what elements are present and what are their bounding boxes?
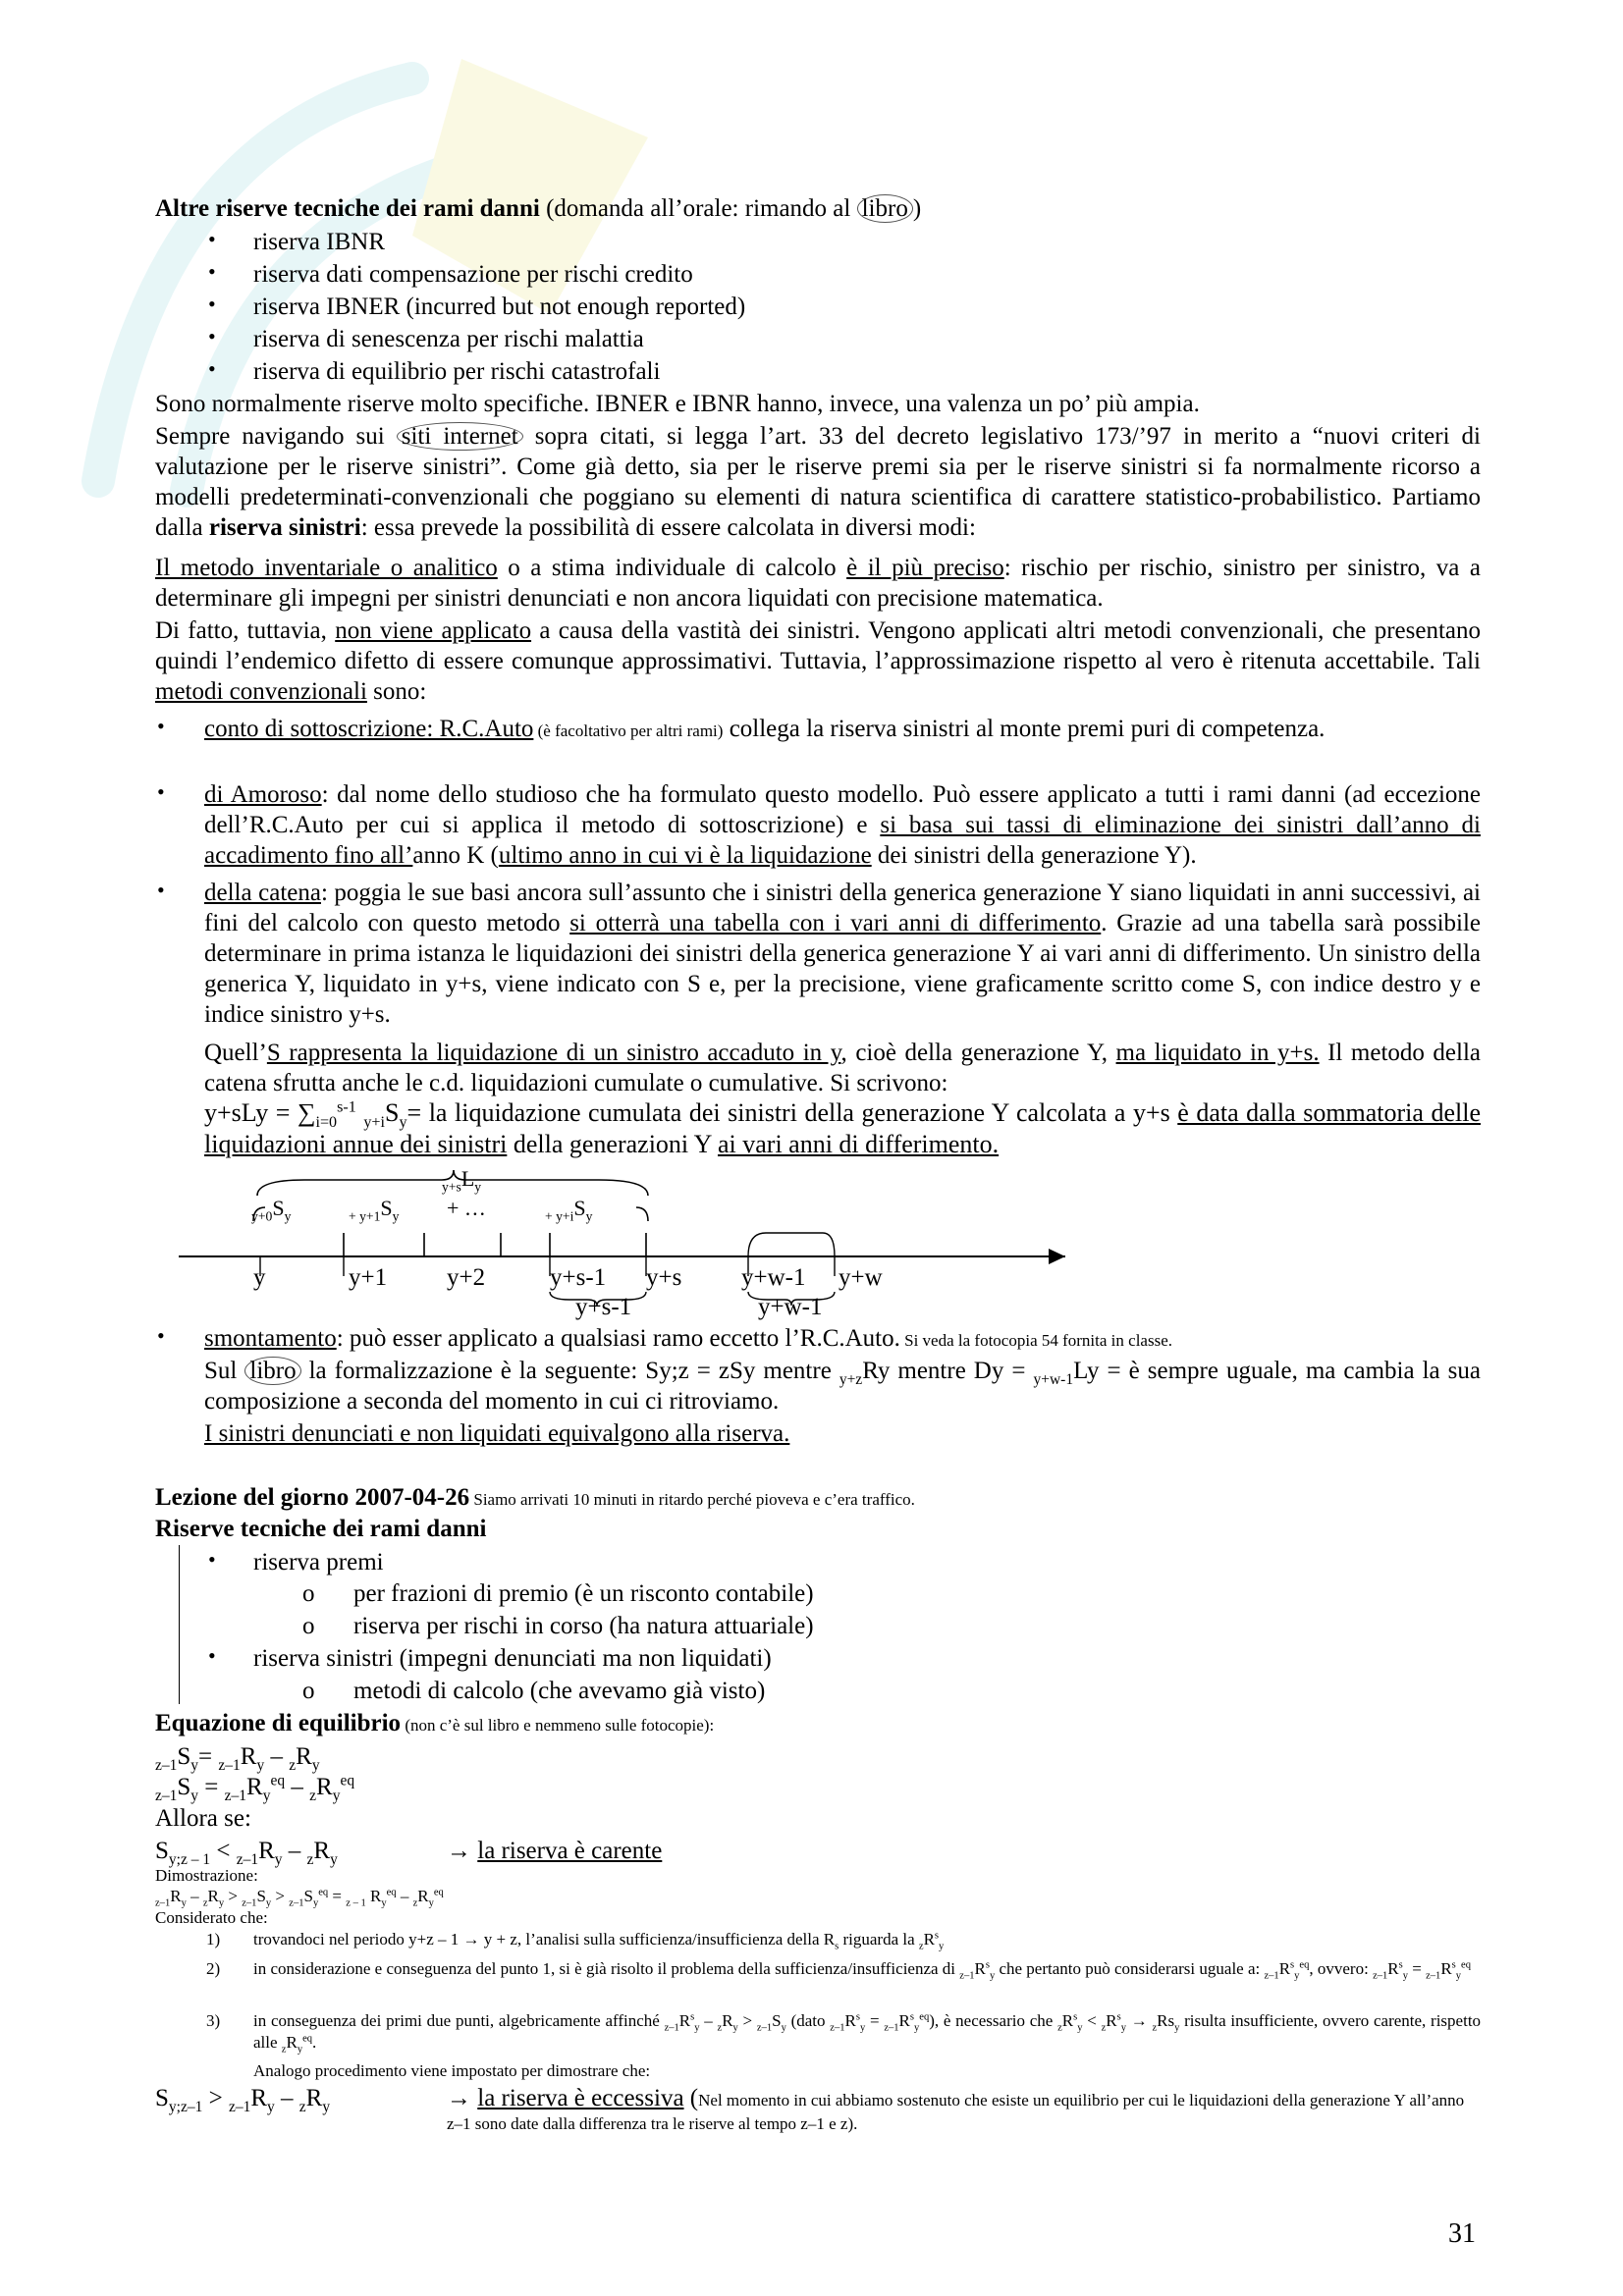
list-item: riserva di senescenza per rischi malattia xyxy=(253,326,644,352)
timeline-term: $_{+ y+i}S_y$ xyxy=(545,1196,593,1224)
paragraph: Allora se: xyxy=(155,1805,251,1832)
timeline-tick: y+s-1 xyxy=(550,1264,607,1291)
paragraph: Sempre navigando sui siti internet sopra citati, si legga l’art. 33 del decreto legislativo 173/’97 in merito a “nuovi criteri di valutazione per le riserve sinistri”. Come già detto, sia per le riserve premi sia per le riserve sinistri si fa normalmente ricorso a modelli predeterminati-convenzionali che poggiano su elementi di natura scientifica di carattere statistico-probabilistico. Partiamo dalla riserva sinistri: essa prevede la possibilità di essere calcolata in diversi modi: xyxy=(155,423,1481,541)
list-item: riserva IBNR xyxy=(253,229,385,255)
list-item: metodi di calcolo (che avevamo già visto) xyxy=(353,1678,766,1704)
timeline-tick: y+s xyxy=(646,1264,682,1291)
paragraph: Sul libro la formalizzazione è la seguente: Sy;z = zSy mentre $_{y+z}$Ry mentre Dy = $_{y+w-1}$Ly = è sempre uguale, ma cambia la sua composizione a seconda del momento in cui ci ritroviamo. xyxy=(204,1358,1481,1415)
paragraph: Di fatto, tuttavia, non viene applicato a causa della vastità dei sinistri. Vengono applicati altri metodi convenzionali, che presentano quindi l’endemico difetto di essere comunque approssimativi. Tuttavia, l’approssimazione rispetto al vero è ritenuta accettabile. Tali metodi convenzionali sono: xyxy=(155,617,1481,705)
list-item: riserva di equilibrio per rischi catastrofali xyxy=(253,358,661,385)
timeline-term: $_{+ y+1}S_y$ xyxy=(349,1196,400,1224)
method-conto-sottoscrizione: conto di sottoscrizione: R.C.Auto (è facoltativo per altri rami) collega la riserva sinistri al monte premi puri di competenza. xyxy=(204,716,1325,742)
paragraph: I sinistri denunciati e non liquidati equivalgono alla riserva. xyxy=(204,1420,790,1447)
lesson-heading-line: Lezione del giorno 2007-04-26 Siamo arrivati 10 minuti in ritardo perché pioveva e c’era traffico. xyxy=(155,1484,915,1511)
formula-cumulative: $y+sLy = \sum_{i=0}^{s-1}$ $_{y+i}S_y=$ la liquidazione cumulata dei sinistri della generazione Y calcolata a y+s è data dalla sommatoria delle liquidazioni annue dei sinistri della generazioni Y ai vari anni di differimento. xyxy=(204,1098,1481,1158)
list-item: per frazioni di premio (è un risconto contabile) xyxy=(353,1580,814,1607)
list-item: riserva per rischi in corso (ha natura attuariale) xyxy=(353,1613,814,1639)
timeline-tick: y+w xyxy=(839,1264,883,1291)
timeline-under-label: y+s-1 xyxy=(575,1294,632,1320)
document-page: Altre riserve tecniche dei rami danni (domanda all’orale: rimando al libro ) • riserva IBNR • riserva dati compensazione per rischi credito • riserva IBNER (incurred but not enough reported) • riserva di senescenza per rischi malattia • riserva di equilibrio per rischi catastrofali Sono normalmente riserve molto specifiche. IBNER e IBNR hanno, invece, una valenza un po’ più ampia. Sempre navigando sui siti internet sopra citati, si legga l’art. 33 del decreto legislativo 173/’97 in merito a “nuovi criteri di valutazione per le riserve sinistri”. Come già detto, sia per le riserve premi sia per le riserve sinistri si fa normalmente ricorso a modelli predeterminati-convenzionali che poggiano su elementi di natura scientifica di carattere statistico-probabilistico. Partiamo dalla riserva sinistri: essa prevede la possibilità di essere calcolata in diversi modi: Il metodo inventariale o analitico o a stima individuale di calcolo è il più preciso: rischio per rischio, sinistro per sinistro, va a determinare gli impegni per sinistri denunciati e non ancora liquidati con precisione matematica. Di fatto, tuttavia, non viene applicato a causa della vastità dei sinistri. Vengono applicati altri metodi convenzionali, che presentano quindi l’endemico difetto di essere comunque approssimativi. Tuttavia, l’approssimazione rispetto al vero è ritenuta accettabile. Tali metodi convenzionali sono: • conto di sottoscrizione: R.C.Auto (è facoltativo per altri rami) collega la riserva sinistri al monte premi puri di competenza. • di Amoroso: dal nome dello studioso che ha formulato questo modello. Può essere applicato a tutti i rami danni (ad eccezione dell’R.C.Auto per cui si applica il metodo di sottoscrizione) e si basa sui tassi di eliminazione dei sinistri dall’anno di accadimento fino all’anno K (ultimo anno in cui vi è la liquidazione dei sinistri della generazione Y). • della catena: poggia le sue basi ancora sull’assunto che i sinistri della generica generazione Y siano liquidati in anni successivi, ai fini del calcolo con questo metodo si otterrà una tabella con i vari anni di differimento. Grazie ad una tabella sarà possibile determinare in prima istanza le liquidazioni dei sinistri della generica generazione Y ai vari anni di differimento. Un sinistro della generica Y, liquidato in y+s, viene indicato con S e, per la precisione, viene graficamente scritto come S, con indice destro y e indice sinistro y+s. Quell’S rappresenta la liquidazione di un sinistro accaduto in y, cioè della generazione Y, ma liquidato in y+s. Il metodo della catena sfrutta anche le c.d. liquidazioni cumulate o cumulative. Si scrivono: $y+sLy = \sum_{i=0}^{s-1}$ $_{y+i}S_y=$ la liquidazione cumulata dei sinistri della generazione Y calcolata a y+s è data dalla sommatoria delle liquidazioni annue dei sinistri della generazioni Y ai vari anni di differimento. $_{y+s}L_y$ $_{y+0}S_y$ $_{+ y+1}S_y$ + … $_{+ y+i}S_y$ y y+1 y+2 y+s-1 y+s y+w-1 y+w y+s-1 y+w-1 • smontamento: può esser applicato a qualsiasi ramo eccetto l’R.C.Auto. Si veda la fotocopia 54 fornita in classe. Sul libro la formalizzazione è la seguente: Sy;z = zSy mentre $_{y+z}$Ry mentre Dy = $_{y+w-1}$Ly = è sempre uguale, ma cambia la sua composizione a seconda del momento in cui ci ritroviamo. I sinistri denunciati e non liquidati equivalgono alla riserva. Lezione del giorno 2007-04-26 Siamo arrivati 10 minuti in ritardo perché pioveva e c’era traffico. Riserve tecniche dei rami danni • riserva premi o per frazioni di premio (è un risconto contabile) o riserva per rischi in corso (ha natura attuariale) • riserva sinistri (impegni denunciati ma non liquidati) o metodi di calcolo (che avevamo già visto) Equazione di equilibrio (non c’è sul libro e nemmeno sulle fotocopie): $_{z-1}S_y= _{z-1}R_y - _zR_y$ $_{z-1}S_y = _{z-1}R_y^{eq} - _zR_y^{eq}$ Allora se: $S_{y;z - 1} < _{z-1}R_y - _zR_y$ → la riserva è carente Dimostrazione: $_{z-1}R_y - _zR_y > _{z-1}S_y > _{z-1}S_y^{eq} = _{z - 1}$ $R_y^{eq} - _zR_y^{eq}$ Considerato che: 1) trovandoci nel periodo y+z – 1 → y + z, l’analisi sulla sufficienza/insufficienza della $R_s$ riguarda la $_zR^s_y$ 2) in considerazione e conseguenza del punto 1, si è già risolto il problema della sufficienza/insufficienza di $_{z-1}R^s_y$ che pertanto può considerarsi uguale a: $_{z-1}R^s_y^{eq}$, ovvero: $_{z-1}R^s_y = _{z-1}R^s_y^{eq}$ 3) in conseguenza dei primi due punti, algebricamente affinché $_{z-1}R^s_y - _zR_y > _{z-1}S_y$ (dato $_{z-1}R^s_y = _{z-1}R^s_y^{eq}$), è necessario che $_zR^s_y < _zR^s_y \to _zRs_y$ risulta insufficiente, ovvero carente, rispetto alle $_zR_y^{eq}$. Analogo procedimento viene impostato per dimostrare che: $S_{y;z-1} > _{z-1}R_y - _zR_y$ → la riserva è eccessiva (Nel momento in cui abbiamo sostenuto che esiste un equilibrio per cui le liquidazioni della generazione Y all’anno z–1 sono date dalla differenza tra le riserve al tempo z–1 e z). 31 xyxy=(0,0,1623,2296)
conclusion-carente: → la riserva è carente xyxy=(447,1838,663,1864)
bracket-line xyxy=(179,1545,180,1704)
paragraph: Considerato che: xyxy=(155,1908,268,1927)
list-item: riserva IBNER (incurred but not enough reported) xyxy=(253,294,746,320)
timeline-top-label: $_{y+s}L_y$ xyxy=(442,1166,482,1195)
numbered-item: in considerazione e conseguenza del punto 1, si è già risolto il problema della sufficienza/insufficienza di $_{z-1}R^s_y$ che pertanto può considerarsi uguale a: $_{z-1}R^s_y^{eq}$, ovvero: $_{z-1}R^s_y = _{z-1}R^s_y^{eq}$ xyxy=(253,1959,1471,1982)
paragraph: Dimostrazione: xyxy=(155,1866,258,1885)
section1-title: Altre riserve tecniche dei rami danni xyxy=(155,195,540,222)
method-catena-cont: Quell’S rappresenta la liquidazione di un sinistro accaduto in y, cioè della generazione Y, ma liquidato in y+s. Il metodo della catena sfrutta anche le c.d. liquidazioni cumulate o cumulative. Si scrivono: xyxy=(204,1040,1481,1096)
timeline-tick: y+1 xyxy=(349,1264,388,1291)
list-item: riserva sinistri (impegni denunciati ma non liquidati) xyxy=(253,1645,772,1672)
numbered-item: trovandoci nel periodo y+z – 1 → y + z, l’analisi sulla sufficienza/insufficienza della $R_s$ riguarda la $_zR^s_y$ xyxy=(253,1930,945,1952)
list-item: riserva premi xyxy=(253,1549,384,1575)
timeline-term: + … xyxy=(447,1196,486,1220)
conclusion-eccessiva: → la riserva è eccessiva (Nel momento in cui abbiamo sostenuto che esiste un equilibrio per cui le liquidazioni della generazione Y all’anno z–1 sono date dalla differenza tra le riserve al tempo z–1 e z). xyxy=(447,2085,1465,2133)
paragraph: Sono normalmente riserve molto specifiche. IBNER e IBNR hanno, invece, una valenza un po’ più ampia. xyxy=(155,391,1200,417)
page-number: 31 xyxy=(1448,2218,1476,2249)
paragraph: Il metodo inventariale o analitico o a stima individuale di calcolo è il più preciso: rischio per rischio, sinistro per sinistro, va a determinare gli impegni per sinistri denunciati e non ancora liquidati con precisione matematica. xyxy=(155,555,1481,612)
numbered-item: in conseguenza dei primi due punti, algebricamente affinché $_{z-1}R^s_y - _zR_y > _{z-1}S_y$ (dato $_{z-1}R^s_y = _{z-1}R^s_y^{eq}$), è necessario che $_zR^s_y < _zR^s_y \to _zRs_y$ risulta insufficiente, ovvero carente, rispetto alle $_zR_y^{eq}$. xyxy=(253,2011,1482,2056)
timeline-diagram xyxy=(147,1166,1080,1323)
equation-carente: $S_{y;z - 1} < _{z-1}R_y - _zR_y$ xyxy=(155,1838,338,1868)
paragraph: Analogo procedimento viene impostato per dimostrare che: xyxy=(253,2061,651,2080)
equation-heading-line: Equazione di equilibrio (non c’è sul libro e nemmeno sulle fotocopie): xyxy=(155,1710,715,1736)
method-catena: della catena: poggia le sue basi ancora sull’assunto che i sinistri della generica generazione Y siano liquidati in anni successivi, ai fini del calcolo con questo metodo si otterrà una tabella con i vari anni di differimento. Grazie ad una tabella sarà possibile determinare in prima istanza le liquidazioni dei sinistri della generica generazione Y ai vari anni di differimento. Un sinistro della generica Y, liquidato in y+s, viene indicato con S e, per la precisione, viene graficamente scritto come S, con indice destro y e indice sinistro y+s. xyxy=(204,880,1482,1028)
lesson-subheading: Riserve tecniche dei rami danni xyxy=(155,1516,487,1542)
list-item: riserva dati compensazione per rischi credito xyxy=(253,261,693,288)
timeline-tick: y+w-1 xyxy=(741,1264,806,1291)
method-smontamento: smontamento: può esser applicato a qualsiasi ramo eccetto l’R.C.Auto. Si veda la fotocopia 54 fornita in classe. xyxy=(204,1325,1172,1352)
timeline-tick: y+2 xyxy=(447,1264,486,1291)
equation-1: $_{z-1}S_y= _{z-1}R_y - _zR_y$ xyxy=(155,1743,320,1774)
equation-dimostr: $_{z-1}R_y - _zR_y > _{z-1}S_y > _{z-1}S_y^{eq} = _{z - 1}$ $R_y^{eq} - _zR_y^{eq}$ xyxy=(155,1887,444,1909)
timeline-term: $_{y+0}S_y$ xyxy=(251,1196,292,1224)
timeline-under-label: y+w-1 xyxy=(758,1294,823,1320)
equation-eccessiva: $S_{y;z-1} > _{z-1}R_y - _zR_y$ xyxy=(155,2085,331,2115)
equation-2: $_{z-1}S_y = _{z-1}R_y^{eq} - _zR_y^{eq}$ xyxy=(155,1772,355,1804)
timeline-tick: y xyxy=(253,1264,266,1291)
section1-title-line: Altre riserve tecniche dei rami danni (domanda all’orale: rimando al libro ) xyxy=(155,195,922,222)
method-amoroso: di Amoroso: dal nome dello studioso che ha formulato questo modello. Può essere applicato a tutti i rami danni (ad eccezione dell’R.C.Auto per cui si applica il metodo di sottoscrizione) e si basa sui tassi di eliminazione dei sinistri dall’anno di accadimento fino all’anno K (ultimo anno in cui vi è la liquidazione dei sinistri della generazione Y). xyxy=(204,781,1482,869)
